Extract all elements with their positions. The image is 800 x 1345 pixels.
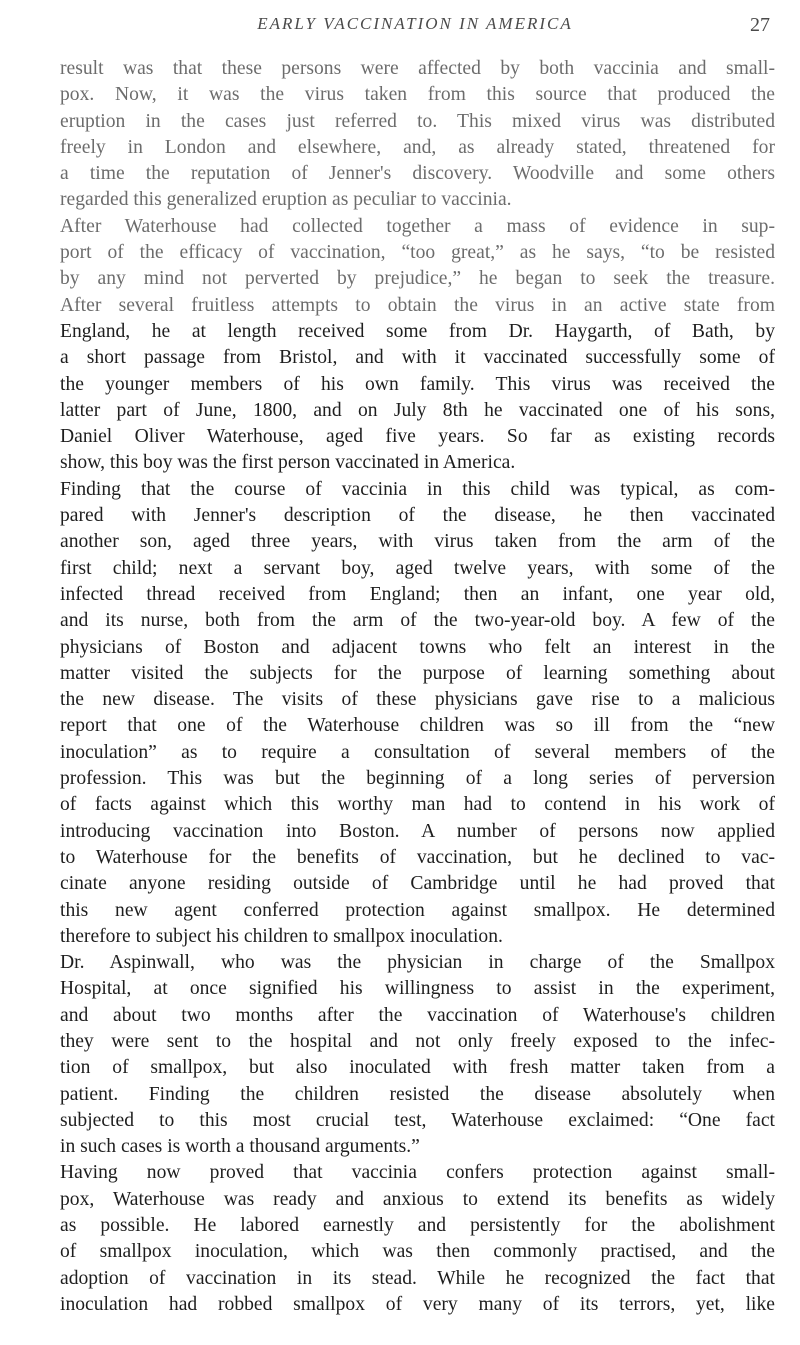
text-line: physicians of Boston and adjacent towns who felt an interest in the bbox=[60, 636, 775, 658]
running-title: EARLY VACCINATION IN AMERICA bbox=[257, 14, 573, 33]
text-line: of smallpox inoculation, which was then commonly practised, and the bbox=[60, 1241, 775, 1263]
text-line: pox, Waterhouse was ready and anxious to extend its benefits as widely bbox=[60, 1188, 775, 1210]
text-line: Hospital, at once signified his willingness to assist in the experiment, bbox=[60, 978, 775, 1000]
text-line: therefore to subject his children to smallpox inoculation. bbox=[60, 925, 503, 947]
text-line: introducing vaccination into Boston. A number of persons now applied bbox=[60, 820, 775, 842]
text-line: the new disease. The visits of these physicians gave rise to a malicious bbox=[60, 689, 775, 711]
text-line: regarded this generalized eruption as peculiar to vaccinia. bbox=[60, 189, 512, 211]
text-line: Having now proved that vaccinia confers protection against small- bbox=[60, 1162, 775, 1184]
text-line: the younger members of his own family. This virus was received the bbox=[60, 373, 775, 395]
text-line: by any mind not perverted by prejudice,” he began to seek the treasure. bbox=[60, 268, 775, 290]
text-line: result was that these persons were affected by both vaccinia and small- bbox=[60, 58, 775, 79]
text-line: England, he at length received some from Dr. Haygarth, of Bath, by bbox=[60, 320, 775, 342]
text-line: latter part of June, 1800, and on July 8th he vaccinated one of his sons, bbox=[60, 399, 775, 421]
text-line: inoculation” as to require a consultation of several members of the bbox=[60, 741, 775, 763]
text-line: patient. Finding the children resisted the disease absolutely when bbox=[60, 1083, 775, 1105]
text-line: profession. This was but the beginning of a long series of perversion bbox=[60, 768, 775, 790]
text-line: After several fruitless attempts to obtain the virus in an active state from bbox=[60, 294, 775, 316]
text-line: pox. Now, it was the virus taken from this source that produced the bbox=[60, 84, 775, 106]
text-line: as possible. He labored earnestly and persistently for the abolishment bbox=[60, 1215, 775, 1237]
page-number: 27 bbox=[750, 14, 770, 36]
text-line: inoculation had robbed smallpox of very many of its terrors, yet, like bbox=[60, 1293, 775, 1315]
text-line: After Waterhouse had collected together a mass of evidence in sup- bbox=[60, 215, 775, 237]
text-line: first child; next a servant boy, aged twelve years, with some of the bbox=[60, 557, 775, 579]
text-line: of facts against which this worthy man had to contend in his work of bbox=[60, 794, 775, 816]
text-line: Dr. Aspinwall, who was the physician in charge of the Smallpox bbox=[60, 952, 775, 974]
text-line: matter visited the subjects for the purpose of learning something about bbox=[60, 662, 775, 684]
text-line: in such cases is worth a thousand arguments.” bbox=[60, 1136, 420, 1158]
text-line: subjected to this most crucial test, Waterhouse exclaimed: “One fact bbox=[60, 1109, 775, 1131]
text-line: to Waterhouse for the benefits of vaccination, but he declined to vac- bbox=[60, 846, 775, 868]
text-line: Finding that the course of vaccinia in this child was typical, as com- bbox=[60, 478, 775, 500]
text-line: another son, aged three years, with virus taken from the arm of the bbox=[60, 531, 775, 553]
text-line: and about two months after the vaccination of Waterhouse's children bbox=[60, 1004, 775, 1026]
text-line: pared with Jenner's description of the disease, he then vaccinated bbox=[60, 505, 775, 527]
text-line: infected thread received from England; then an infant, one year old, bbox=[60, 583, 775, 605]
text-line: a time the reputation of Jenner's discovery. Woodville and some others bbox=[60, 163, 775, 185]
text-line: port of the efficacy of vaccination, “too great,” as he says, “to be resisted bbox=[60, 242, 775, 264]
text-line: and its nurse, both from the arm of the two-year-old boy. A few of the bbox=[60, 610, 775, 632]
text-line: Daniel Oliver Waterhouse, aged five years. So far as existing records bbox=[60, 426, 775, 448]
running-head bbox=[60, 14, 770, 38]
text-line: this new agent conferred protection against smallpox. He determined bbox=[60, 899, 775, 921]
text-line: eruption in the cases just referred to. This mixed virus was distributed bbox=[60, 110, 775, 132]
text-line: cinate anyone residing outside of Cambridge until he had proved that bbox=[60, 873, 775, 895]
text-line: freely in London and elsewhere, and, as already stated, threatened for bbox=[60, 136, 775, 158]
text-line: show, this boy was the first person vaccinated in America. bbox=[60, 452, 516, 474]
body-text bbox=[60, 56, 775, 1318]
text-line: they were sent to the hospital and not only freely exposed to the infec- bbox=[60, 1030, 775, 1052]
text-line: a short passage from Bristol, and with it vaccinated successfully some of bbox=[60, 347, 775, 369]
text-line: tion of smallpox, but also inoculated with fresh matter taken from a bbox=[60, 1057, 775, 1079]
text-line: report that one of the Waterhouse children was so ill from the “new bbox=[60, 715, 775, 737]
text-line: adoption of vaccination in its stead. While he recognized the fact that bbox=[60, 1267, 775, 1289]
